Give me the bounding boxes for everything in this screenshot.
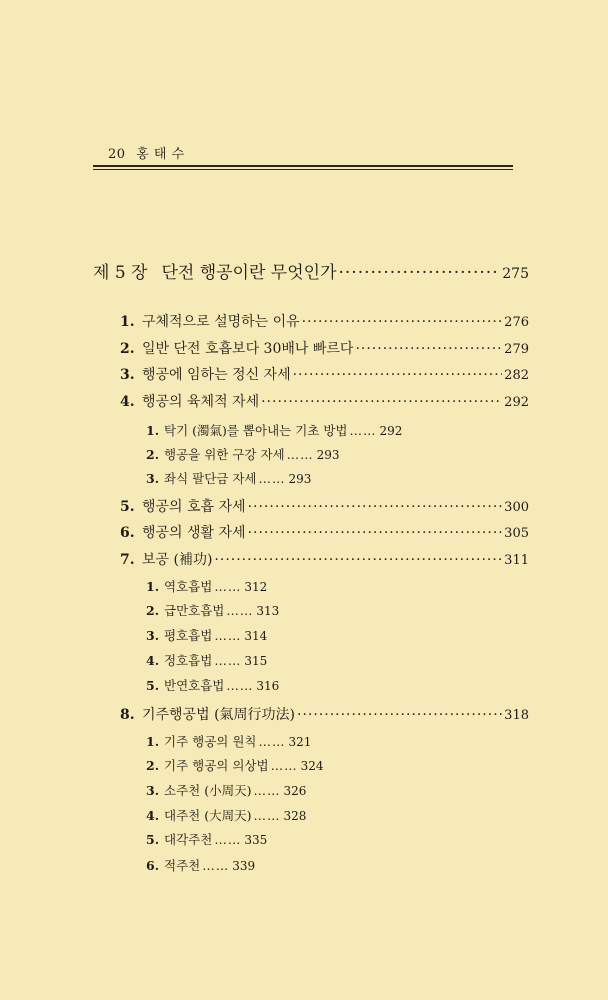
section-title: 보공 (補功): [142, 552, 213, 568]
dot-leader: [248, 499, 503, 515]
chapter-label: [93, 258, 337, 283]
section-page: 300: [504, 500, 529, 515]
subsection-number: 2.: [146, 758, 160, 773]
subsection-number: 5.: [146, 678, 160, 693]
section-page: 282: [504, 368, 529, 383]
subsection-number: 1.: [146, 423, 160, 438]
toc-subsection: [146, 445, 340, 463]
leader: ……: [214, 579, 242, 594]
toc-section: [120, 704, 529, 724]
subsection-title: 기주 행공의 원칙: [164, 734, 257, 749]
leader: ……: [270, 758, 298, 773]
section-page: 318: [504, 708, 529, 723]
toc-subsection: [146, 577, 267, 595]
subsection-number: 2.: [146, 603, 160, 618]
subsection-title: 급만호흡법: [164, 603, 225, 618]
section-number: 7.: [120, 552, 135, 568]
toc-subsection: [146, 676, 279, 694]
subsection-page: 314: [244, 629, 268, 643]
section-page: 279: [504, 342, 529, 357]
toc-section: [120, 338, 529, 358]
author-name: 홍 태 수: [136, 147, 185, 162]
section-page: 305: [504, 526, 529, 541]
section-title: 행공의 생활 자세: [142, 525, 246, 541]
section-title: 기주행공법 (氣周行功法): [142, 707, 295, 723]
leader: ……: [286, 447, 314, 462]
leader: ……: [226, 678, 254, 693]
subsection-page: 324: [300, 759, 324, 773]
leader: ……: [258, 471, 286, 486]
chapter-title: 단전 행공이란 무엇인가: [161, 263, 337, 283]
subsection-title: 좌식 팔단금 자세: [164, 471, 257, 486]
subsection-title: 반연호흡법: [164, 678, 225, 693]
toc-subsection: [146, 856, 255, 874]
toc-section: [120, 549, 529, 569]
toc-subsection: [146, 781, 306, 799]
subsection-page: 313: [256, 604, 280, 618]
subsection-page: 293: [288, 472, 312, 486]
subsection-page: 312: [244, 580, 268, 594]
toc-subsection: [146, 421, 402, 439]
leader: ……: [349, 423, 377, 438]
subsection-page: 335: [244, 833, 268, 847]
subsection-page: 326: [283, 784, 307, 798]
section-page: 276: [504, 315, 529, 330]
toc-section: [120, 364, 529, 384]
toc-subsection: [146, 601, 279, 619]
leader: ……: [202, 858, 230, 873]
subsection-number: 1.: [146, 734, 160, 749]
toc-section: [120, 496, 529, 516]
dot-leader: [214, 552, 502, 568]
toc-section: [120, 522, 529, 542]
chapter-page: 275: [502, 266, 529, 282]
section-title: 행공의 육체적 자세: [142, 394, 260, 410]
toc-subsection: [146, 651, 267, 669]
section-number: 2.: [120, 341, 135, 357]
subsection-title: 대주천 (大周天): [164, 808, 252, 823]
toc-subsection: [146, 626, 267, 644]
subsection-number: 5.: [146, 832, 160, 847]
subsection-title: 탁기 (濁氣)를 뽑아내는 기초 방법: [164, 423, 348, 438]
subsection-page: 293: [316, 448, 340, 462]
dot-leader: [297, 707, 502, 723]
section-page: 292: [504, 395, 529, 410]
leader: ……: [258, 734, 286, 749]
section-number: 3.: [120, 367, 135, 383]
toc-section: [120, 391, 529, 411]
section-number: 8.: [120, 707, 135, 723]
subsection-page: 316: [256, 679, 280, 693]
section-title: 구체적으로 설명하는 이유: [142, 314, 300, 330]
toc-subsection: [146, 469, 311, 487]
dot-leader: [248, 525, 503, 541]
subsection-title: 소주천 (小周天): [164, 783, 252, 798]
chapter-entry: [93, 258, 529, 283]
leader: ……: [214, 832, 242, 847]
header-rule-thick: [93, 165, 513, 167]
toc-section: [120, 311, 529, 331]
section-page: 311: [504, 553, 529, 568]
section-title: 행공의 호흡 자세: [142, 499, 246, 515]
toc-subsection: [146, 830, 267, 848]
leader: ……: [253, 808, 281, 823]
subsection-number: 1.: [146, 579, 160, 594]
leader: ……: [214, 628, 242, 643]
subsection-page: 321: [288, 735, 312, 749]
subsection-page: 292: [379, 424, 403, 438]
subsection-page: 339: [232, 859, 256, 873]
chapter-number: 제 5 장: [93, 263, 148, 283]
subsection-number: 6.: [146, 858, 160, 873]
leader: ……: [214, 653, 242, 668]
subsection-number: 3.: [146, 783, 160, 798]
toc-subsection: [146, 806, 306, 824]
section-title: 일반 단전 호흡보다 30배나 빠르다: [142, 341, 354, 357]
section-number: 6.: [120, 525, 135, 541]
subsection-title: 대각주천: [164, 832, 213, 847]
dot-leader: [293, 367, 503, 383]
subsection-title: 역호흡법: [164, 579, 213, 594]
toc-subsection: [146, 732, 311, 750]
section-number: 4.: [120, 394, 135, 410]
subsection-title: 행공을 위한 구강 자세: [164, 447, 285, 462]
subsection-title: 적주천: [164, 858, 201, 873]
section-title: 행공에 임하는 정신 자세: [142, 367, 291, 383]
header-rule-thin: [93, 169, 513, 170]
subsection-number: 2.: [146, 447, 160, 462]
toc-subsection: [146, 756, 323, 774]
subsection-number: 4.: [146, 808, 160, 823]
subsection-number: 3.: [146, 628, 160, 643]
subsection-page: 328: [283, 809, 307, 823]
running-head: [108, 143, 185, 162]
dot-leader: [261, 394, 502, 410]
section-number: 5.: [120, 499, 135, 515]
subsection-title: 기주 행공의 의상법: [164, 758, 269, 773]
subsection-title: 정호흡법: [164, 653, 213, 668]
page-number: 20: [108, 147, 126, 162]
section-number: 1.: [120, 314, 135, 330]
subsection-page: 315: [244, 654, 268, 668]
leader: ……: [253, 783, 281, 798]
subsection-number: 4.: [146, 653, 160, 668]
dot-leader: [355, 341, 502, 357]
leader: ……: [226, 603, 254, 618]
subsection-title: 평호흡법: [164, 628, 213, 643]
dot-leader: [302, 314, 503, 330]
subsection-number: 3.: [146, 471, 160, 486]
dot-leader: [339, 263, 501, 283]
